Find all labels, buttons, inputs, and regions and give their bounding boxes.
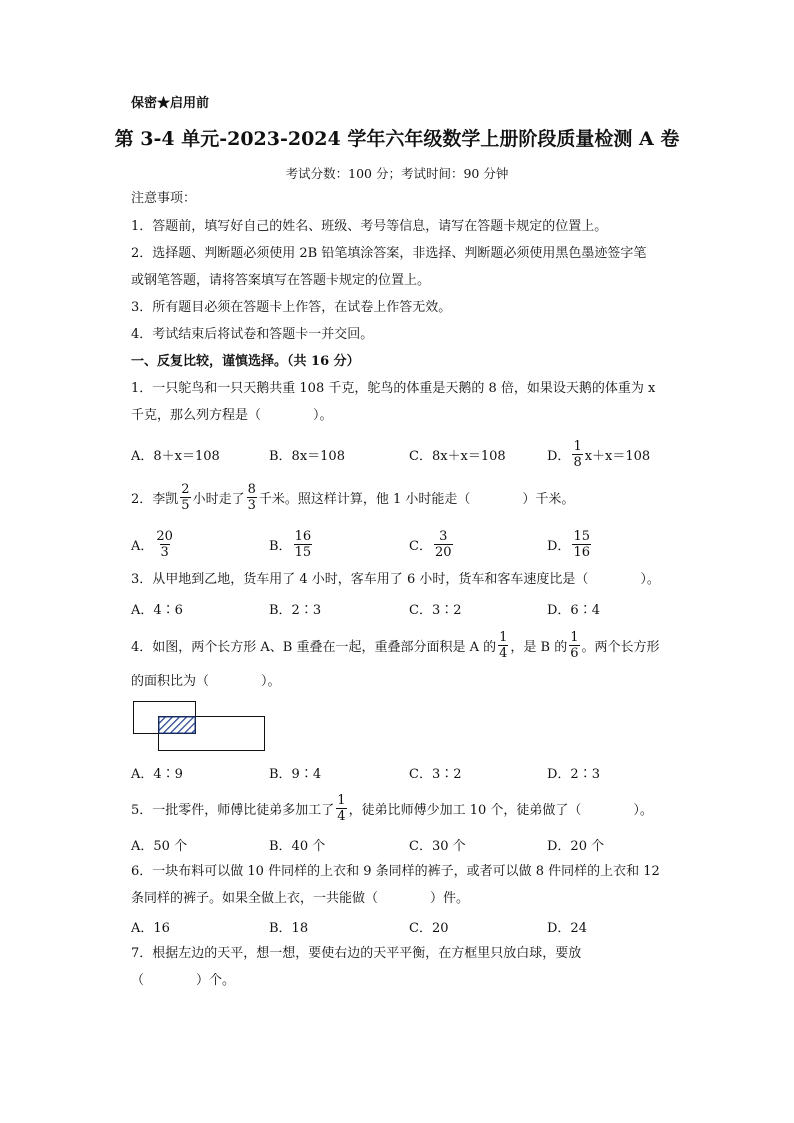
- q1-option-a[interactable]: A．8＋x＝108: [131, 448, 220, 464]
- secret-label: 保密★启用前: [131, 96, 210, 111]
- q4-options: [131, 755, 691, 789]
- notice-item-1: 1．答题前，填写好自己的姓名、班级、考号等信息，请写在答题卡规定的位置上。: [131, 219, 608, 234]
- q6-option-c[interactable]: C．20: [409, 920, 449, 936]
- q5-option-a[interactable]: A．50 个: [131, 838, 188, 854]
- notice-item-2: 2．选择题、判断题必须使用 2B 铅笔填涂答案，非选择、判断题必须使用黑色墨迹签字笔: [131, 246, 647, 261]
- section-1-title: 一、反复比较，谨慎选择。（共 16 分）: [131, 354, 360, 369]
- q2-stem: 2．李凯 $\frac{2}{5}$ 小时走了 $\frac{8}{3}$ 千米。照这样计算，他 1 小时能走（ ）千米。: [131, 481, 575, 513]
- q6-option-b[interactable]: B．18: [269, 920, 309, 936]
- q4-fraction-a: $\frac{1}{4}$: [499, 629, 508, 661]
- q1-line-2: 千克，那么列方程是（ ）。: [131, 408, 333, 423]
- q7-line-2: （ ）个。: [131, 973, 236, 988]
- q2-option-d[interactable]: D． $\frac{15}{16}$: [547, 528, 590, 560]
- notice-heading: 注意事项：: [131, 191, 197, 206]
- q2-option-c[interactable]: C． $\frac{3}{20}$: [409, 528, 452, 560]
- q3-stem: 3．从甲地到乙地，货车用了 4 小时，客车用了 6 小时，货车和客车速度比是（ ）。: [131, 572, 660, 587]
- q6-option-d[interactable]: D．24: [547, 920, 587, 936]
- exam-title: 第 3-4 单元-2023-2024 学年六年级数学上册阶段质量检测 A 卷: [114, 128, 680, 150]
- exam-subtitle: 考试分数：100 分；考试时间：90 分钟: [285, 166, 509, 181]
- q4-option-a[interactable]: A．4∶9: [131, 766, 183, 782]
- q3-options: [131, 591, 691, 625]
- q2-option-b[interactable]: B． $\frac{16}{15}$: [269, 528, 312, 560]
- q4-option-b[interactable]: B．9∶4: [269, 766, 322, 782]
- q5-option-c[interactable]: C．30 个: [409, 838, 466, 854]
- notice-item-3: 3．所有题目必须在答题卡上作答，在试卷上作答无效。: [131, 300, 452, 315]
- q5-stem: 5．一批零件，师傅比徒弟多加工了 $\frac{1}{4}$ ，徒弟比师傅少加工 10 个，徒弟做了（ ）。: [131, 792, 653, 824]
- q4-option-d[interactable]: D．2∶3: [547, 766, 600, 782]
- q2-options: [131, 527, 691, 561]
- q1-option-d-label: D．: [547, 448, 571, 464]
- q3-option-c[interactable]: C．3∶2: [409, 602, 462, 618]
- q1-option-d[interactable]: [547, 437, 650, 471]
- q1-option-b[interactable]: B．8x＝108: [269, 448, 345, 464]
- q1-line-1: 1．一只鸵鸟和一只天鹅共重 108 千克，鸵鸟的体重是天鹅的 8 倍，如果设天鹅的体重为 x: [131, 381, 656, 396]
- q3-option-d[interactable]: D．6∶4: [547, 602, 600, 618]
- q6-line-1: 6．一块布料可以做 10 件同样的上衣和 9 条同样的裤子，或者可以做 8 件同样的上衣和 12: [131, 864, 660, 879]
- q7-line-1: 7．根据左边的天平，想一想，要使右边的天平平衡，在方框里只放白球，要放: [131, 946, 582, 961]
- q6-option-a[interactable]: A．16: [131, 920, 170, 936]
- q5-option-b[interactable]: B．40 个: [269, 838, 326, 854]
- q4-option-c[interactable]: C．3∶2: [409, 766, 462, 782]
- q6-line-2: 条同样的裤子。如果全做上衣，一共能做（ ）件。: [131, 891, 470, 906]
- q5-option-d[interactable]: D．20 个: [547, 838, 605, 854]
- q1-option-c[interactable]: C．8x＋x＝108: [409, 448, 506, 464]
- q1-option-d-text: x＋x＝108: [584, 448, 651, 464]
- overlapping-rectangles-figure: [132, 700, 268, 754]
- q5-options: [131, 827, 691, 861]
- q1-options: [131, 437, 691, 471]
- q5-fraction: $\frac{1}{4}$: [337, 792, 346, 824]
- q2-option-a[interactable]: A． $\frac{20}{3}$: [131, 528, 173, 560]
- q1-option-d-fraction: $\frac{1}{8}$: [573, 438, 582, 470]
- notice-item-2-cont: 或钢笔答题，请将答案填写在答题卡规定的位置上。: [131, 273, 431, 288]
- q4-stem: 4．如图，两个长方形 A、B 重叠在一起，重叠部分面积是 A 的 $\frac{1}{4}$ ，是 B 的 $\frac{1}{6}$ 。两个长方形: [131, 629, 660, 661]
- q3-option-b[interactable]: B．2∶3: [269, 602, 322, 618]
- q6-options: [131, 909, 691, 943]
- q2-fraction-distance: $\frac{8}{3}$: [247, 481, 256, 513]
- overlap-shaded-region: [159, 717, 195, 733]
- notice-item-4: 4．考试结束后将试卷和答题卡一并交回。: [131, 327, 374, 342]
- q3-option-a[interactable]: A．4∶6: [131, 602, 183, 618]
- q4-line-2: 的面积比为（ ）。: [131, 674, 281, 689]
- q4-fraction-b: $\frac{1}{6}$: [570, 629, 579, 661]
- q2-fraction-time: $\frac{2}{5}$: [181, 481, 190, 513]
